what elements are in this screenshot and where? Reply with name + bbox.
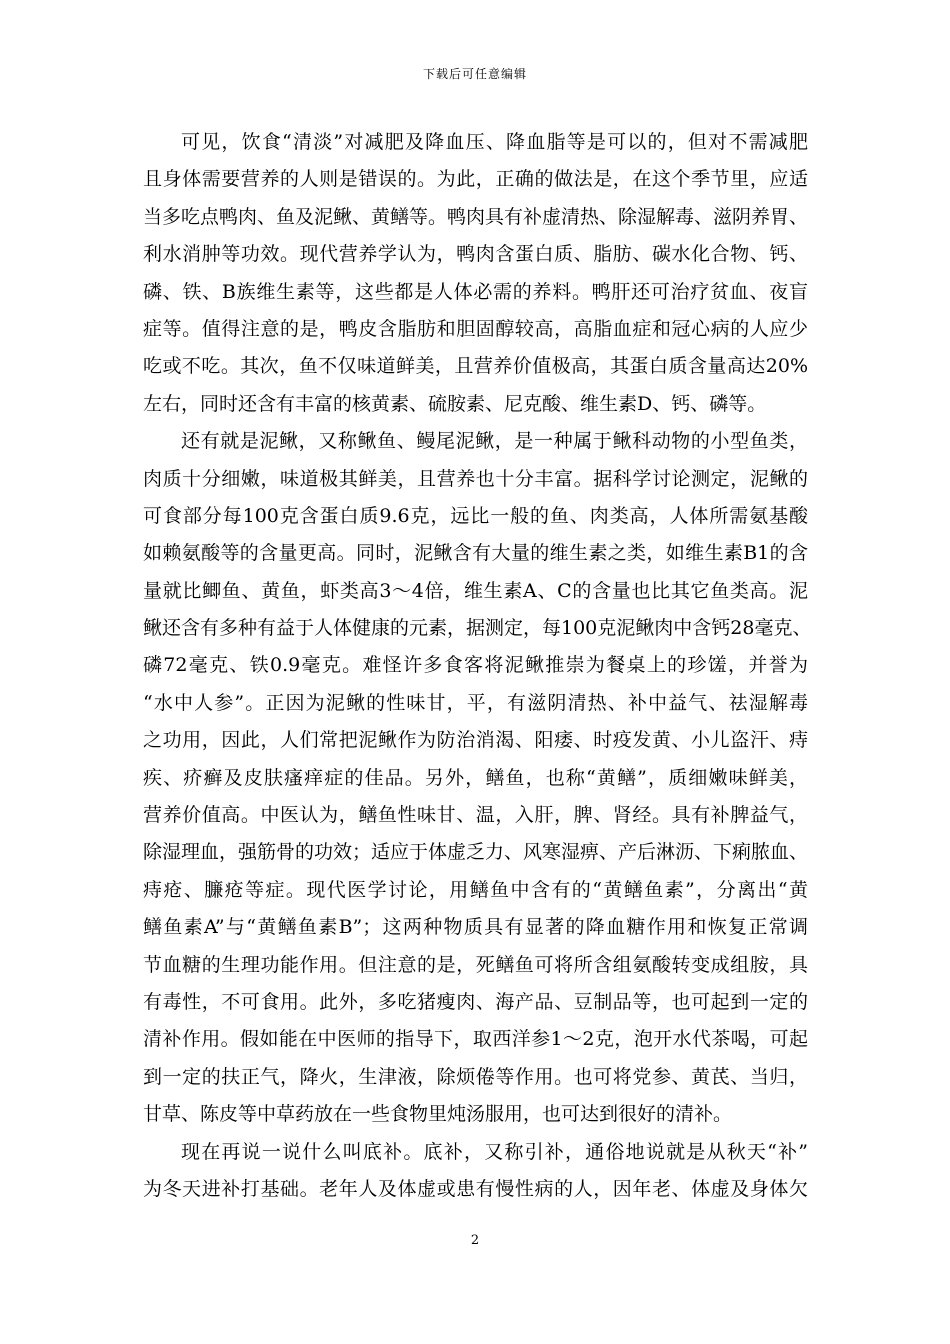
- text-line: 除湿理血，强筋骨的功效；适应于体虚乏力、风寒湿痹、产后淋沥、下痢脓血、: [143, 841, 809, 864]
- text-line: 鳝鱼素A”与“黄鳝鱼素B”；这两种物质具有显著的降血糖作用和恢复正常调: [143, 916, 808, 939]
- text-line: 疾、疥癣及皮肤瘙痒症的佳品。另外，鳝鱼，也称“黄鳝”，质细嫩味鲜美，: [143, 766, 808, 789]
- text-line: 到一定的扶正气，降火，生津液，除烦倦等作用。也可将党参、黄芪、当归，: [143, 1065, 808, 1088]
- text-line: 鳅还含有多种有益于人体健康的元素，据测定，每100克泥鳅肉中含钙28毫克、: [143, 617, 812, 640]
- text-line: 吃或不吃。其次，鱼不仅味道鲜美，且营养价值极高，其蛋白质含量高达20%: [143, 355, 808, 378]
- text-line: 症等。值得注意的是，鸭皮含脂肪和胆固醇较高，高脂血症和冠心病的人应少: [143, 317, 808, 340]
- text-line: 营养价值高。中医认为，鳝鱼性味甘、温，入肝，脾、肾经。具有补脾益气，: [143, 804, 808, 827]
- text-line: 磷、铁、B族维生素等，这些都是人体必需的养料。鸭肝还可治疗贫血、夜盲: [143, 280, 808, 303]
- text-line: 肉质十分细嫩，味道极其鲜美，且营养也十分丰富。据科学讨论测定，泥鳅的: [143, 467, 808, 490]
- text-line: 为冬天进补打基础。老年人及体虚或患有慢性病的人，因年老、体虚及身体欠: [143, 1177, 808, 1200]
- text-line: 还有就是泥鳅，又称鳅鱼、鳗尾泥鳅，是一种属于鳅科动物的小型鱼类，: [181, 430, 808, 453]
- body-text: [143, 124, 812, 1208]
- text-line: 利水消肿等功效。现代营养学认为，鸭肉含蛋白质、脂肪、碳水化合物、钙、: [143, 243, 808, 266]
- text-line: 清补作用。假如能在中医师的指导下，取西洋参1～2克，泡开水代茶喝，可起: [143, 1028, 808, 1051]
- text-line: 当多吃点鸭肉、鱼及泥鳅、黄鳝等。鸭肉具有补虚清热、除湿解毒、滋阴养胃、: [143, 205, 809, 228]
- text-line: 且身体需要营养的人则是错误的。为此，正确的做法是，在这个季节里，应适: [143, 168, 808, 191]
- text-line: 现在再说一说什么叫底补。底补，又称引补，通俗地说就是从秋天“补”: [181, 1140, 808, 1163]
- text-line: 量就比鲫鱼、黄鱼，虾类高3～4倍，维生素A、C的含量也比其它鱼类高。泥: [143, 579, 808, 602]
- text-line: 痔疮、臁疮等症。现代医学讨论，用鳝鱼中含有的“黄鳝鱼素”，分离出“黄: [143, 878, 808, 901]
- text-line: 如赖氨酸等的含量更高。同时，泥鳅含有大量的维生素之类，如维生素B1的含: [143, 542, 808, 565]
- text-line: 左右，同时还含有丰富的核黄素、硫胺素、尼克酸、维生素D、钙、磷等。: [143, 392, 767, 415]
- text-line: “水中人参”。正因为泥鳅的性味甘，平，有滋阴清热、补中益气、祛湿解毒: [143, 691, 808, 714]
- text-line: 甘草、陈皮等中草药放在一些食物里炖汤服用，也可达到很好的清补。: [143, 1103, 733, 1126]
- text-line: 可食部分每100克含蛋白质9.6克，远比一般的鱼、肉类高，人体所需氨基酸: [143, 504, 808, 527]
- text-line: 有毒性，不可食用。此外，多吃猪瘦肉、海产品、豆制品等，也可起到一定的: [143, 990, 808, 1013]
- text-line: 可见，饮食“清淡”对减肥及降血压、降血脂等是可以的，但对不需减肥: [181, 131, 808, 153]
- text-line: 之功用，因此，人们常把泥鳅作为防治消渴、阳痿、时疫发黄、小儿盗汗、痔: [143, 729, 808, 752]
- page-number: 2: [470, 1233, 480, 1248]
- text-line: 磷72毫克、铁0.9毫克。难怪许多食客将泥鳅推崇为餐桌上的珍馐，并誉为: [143, 654, 808, 677]
- text-line: 节血糖的生理功能作用。但注意的是，死鳝鱼可将所含组氨酸转变成组胺，具: [143, 953, 808, 976]
- page-header: 下载后可任意编辑: [422, 67, 527, 81]
